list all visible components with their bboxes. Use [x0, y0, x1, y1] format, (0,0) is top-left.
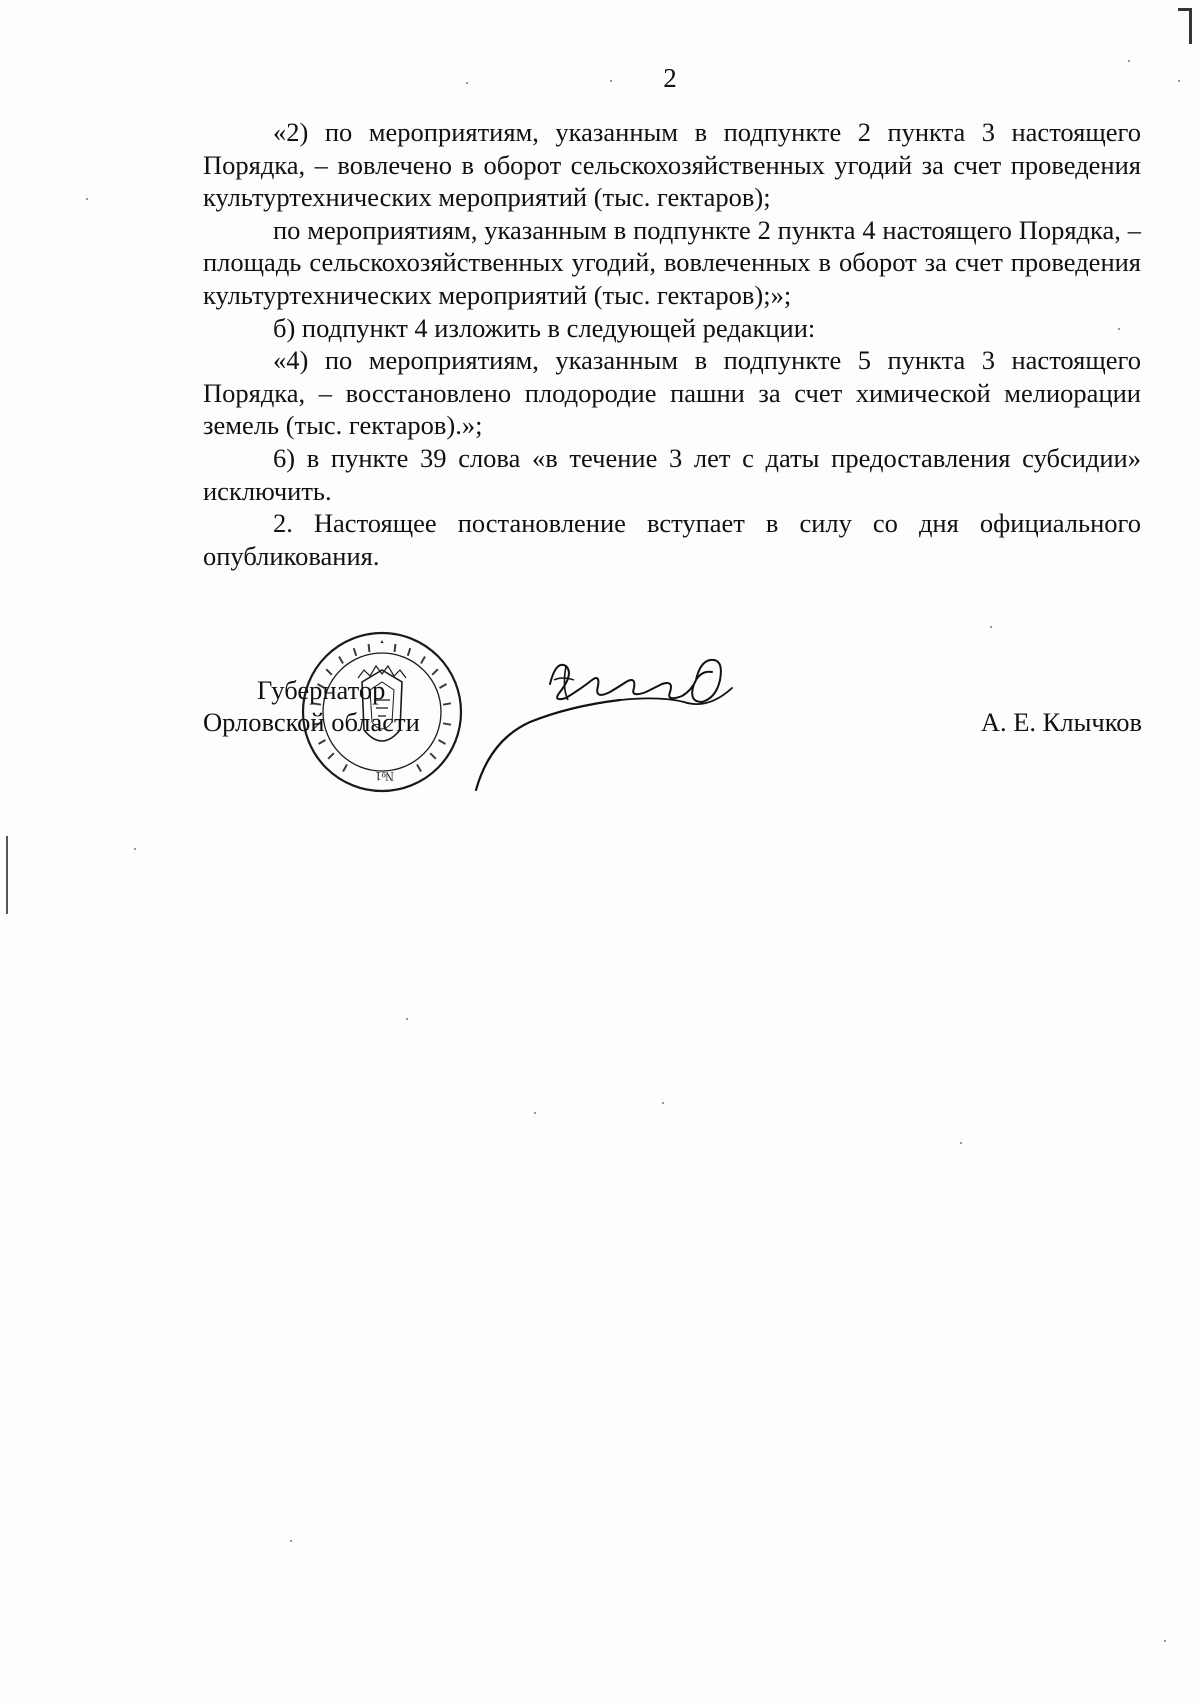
scan-edge-mark [1189, 8, 1192, 44]
scan-speck [406, 1018, 408, 1020]
scan-speck [990, 626, 992, 628]
page-number: 2 [663, 63, 677, 93]
paragraph: по мероприятиям, указанным в подпункте 2 пункта 4 настоящего Порядка, – площадь сельскохозяйственных угодий, вовлеченных в оборот за счет проведения культуртехнических мероприятий (тыс. гектаров);»; [203, 214, 1141, 310]
scan-speck [534, 1112, 536, 1114]
scan-speck [662, 1102, 664, 1104]
scan-speck [610, 80, 612, 82]
scan-speck [134, 848, 136, 850]
scan-speck [1164, 1640, 1166, 1642]
paragraph: «2) по мероприятиям, указанным в подпункте 2 пункта 3 настоящего Порядка, – вовлечено в оборот сельскохозяйственных угодий за счет проведения культуртехнических мероприятий (тыс. гектаров); [203, 117, 1141, 213]
scan-speck [960, 1142, 962, 1144]
scan-speck [290, 1540, 292, 1542]
signatory-title-line1: Губернатор [257, 675, 386, 705]
paragraph: 2. Настоящее постановление вступает в силу со дня официального опубликования. [203, 508, 1141, 571]
scan-speck [86, 198, 88, 200]
scan-speck [1118, 328, 1120, 330]
paragraph: «4) по мероприятиям, указанным в подпункте 5 пункта 3 настоящего Порядка, – восстановлено плодородие пашни за счет химической мелиорации земель (тыс. гектаров).»; [203, 345, 1141, 441]
handwritten-signature [470, 640, 760, 800]
scan-speck [466, 82, 468, 84]
signatory-name: А. Е. Клычков [980, 707, 1142, 737]
paragraph: б) подпункт 4 изложить в следующей редакции: [273, 312, 816, 343]
document-body [203, 116, 1141, 572]
signatory-title-line2: Орловской области [203, 707, 420, 737]
scan-speck [1178, 80, 1180, 82]
scan-edge-mark [6, 836, 8, 914]
svg-text:№1: №1 [375, 769, 394, 784]
scan-speck [1128, 60, 1130, 62]
paragraph: 6) в пункте 39 слова «в течение 3 лет с даты предоставления субсидии» исключить. [203, 442, 1141, 506]
